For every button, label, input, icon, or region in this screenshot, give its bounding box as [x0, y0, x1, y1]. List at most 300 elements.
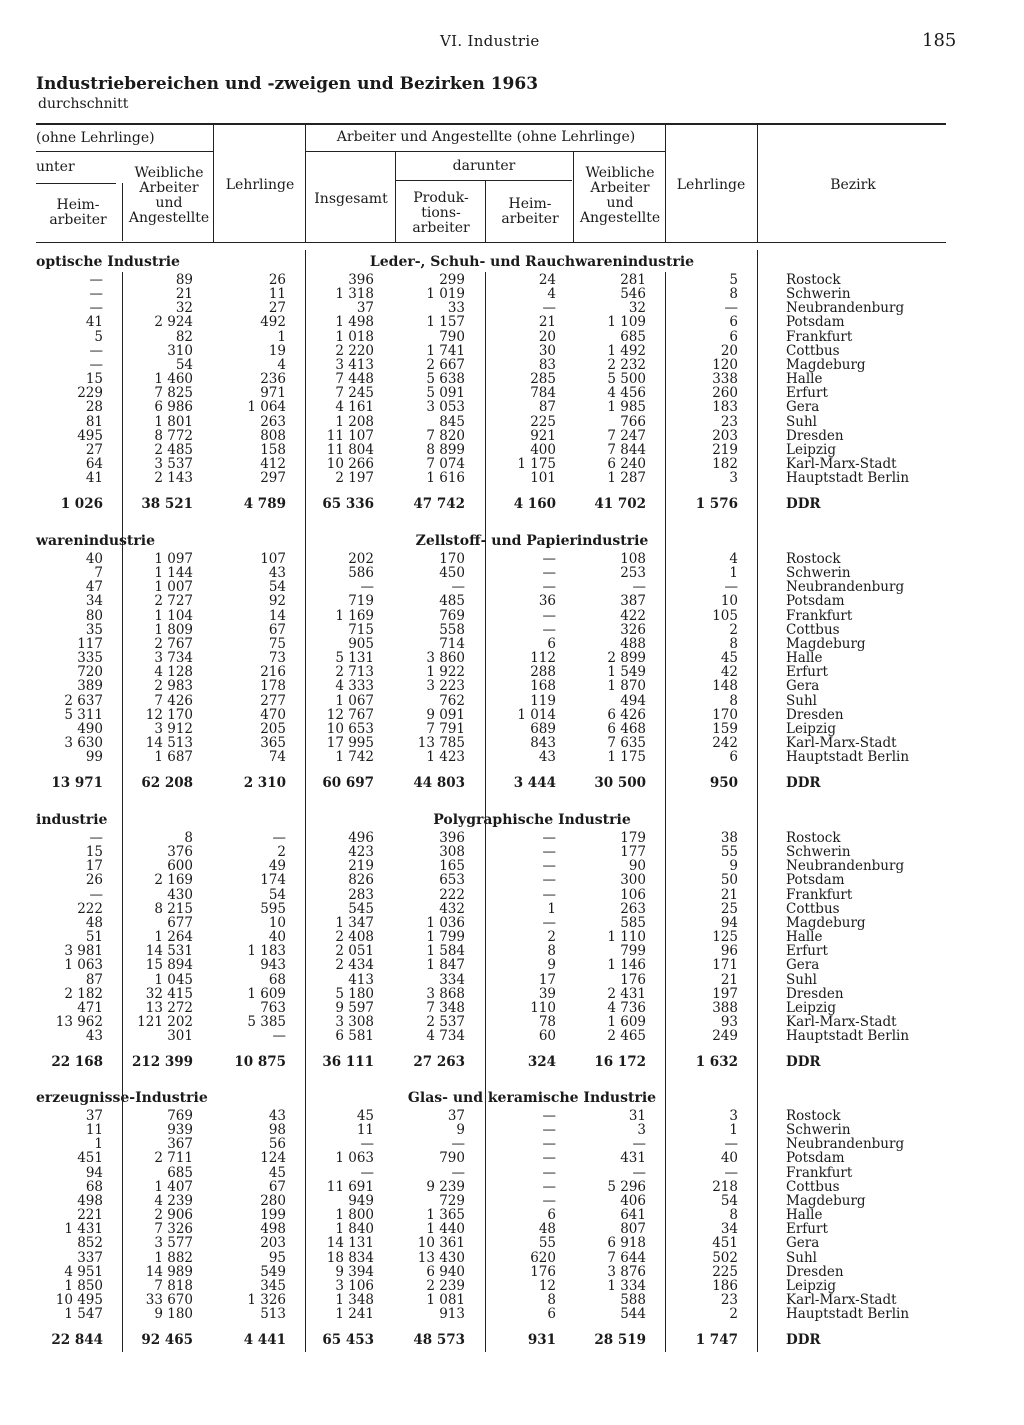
table-cell: 11	[85, 1122, 103, 1139]
table-row	[0, 580, 1024, 594]
table-cell: 1 801	[154, 413, 193, 430]
table-cell: 641	[620, 1207, 646, 1224]
bezirk-cell: Gera	[786, 1235, 820, 1252]
table-cell: 6 940	[426, 1263, 465, 1280]
table-cell: 6 581	[335, 1028, 374, 1045]
table-cell: 1 110	[607, 929, 646, 946]
table-cell: 470	[260, 706, 286, 723]
table-cell: 1 985	[607, 399, 646, 416]
table-cell: 2 899	[607, 650, 646, 667]
table-cell: 4 333	[335, 678, 374, 695]
table-cell: 2 637	[64, 692, 103, 709]
table-cell: 1 741	[426, 342, 465, 359]
table-cell: 7 818	[154, 1277, 193, 1294]
table-cell: 1 064	[247, 399, 286, 416]
table-cell: 471	[77, 999, 103, 1016]
table-cell: 1 157	[426, 314, 465, 331]
table-cell: 47 742	[413, 496, 465, 513]
table-row	[0, 637, 1024, 651]
table-cell: 790	[439, 328, 465, 345]
table-cell: 1 144	[154, 565, 193, 582]
table-row	[0, 958, 1024, 972]
bezirk-cell: Karl-Marx-Stadt	[786, 455, 897, 472]
table-cell: 9 180	[154, 1306, 193, 1323]
bezirk-cell: Potsdam	[786, 1150, 845, 1167]
bezirk-cell: Frankfurt	[786, 328, 853, 345]
table-cell: —	[360, 579, 374, 596]
table-cell: 1 326	[247, 1291, 286, 1308]
bezirk-cell: Karl-Marx-Stadt	[786, 1291, 897, 1308]
table-row	[0, 750, 1024, 764]
table-cell: 943	[260, 957, 286, 974]
table-cell: 2 924	[154, 314, 193, 331]
table-cell: 41 702	[594, 496, 646, 513]
table-cell: 685	[167, 1164, 193, 1181]
table-cell: 8	[547, 943, 556, 960]
table-cell: —	[542, 607, 556, 624]
table-cell: 10	[268, 914, 286, 931]
bezirk-cell: Hauptstadt Berlin	[786, 1306, 910, 1323]
bezirk-cell: Cottbus	[786, 342, 840, 359]
table-cell: 8	[547, 1291, 556, 1308]
table-row	[0, 1109, 1024, 1123]
table-cell: 1 632	[695, 1054, 738, 1071]
table-cell: 44 803	[413, 775, 465, 792]
table-cell: 2 537	[426, 1013, 465, 1030]
header-bottom-rule	[36, 242, 946, 243]
table-cell: 1 175	[517, 455, 556, 472]
table-cell: 334	[439, 971, 465, 988]
table-cell: 60 697	[322, 775, 374, 792]
bezirk-cell: Dresden	[786, 985, 844, 1002]
table-cell: 94	[85, 1164, 103, 1181]
table-cell: 7 245	[335, 385, 374, 402]
table-cell: 277	[260, 692, 286, 709]
table-cell: 4 734	[426, 1028, 465, 1045]
bezirk-cell: Suhl	[786, 1249, 817, 1266]
table-cell: 218	[712, 1178, 738, 1195]
table-cell: 4 160	[513, 496, 556, 513]
table-cell: 389	[77, 678, 103, 695]
table-cell: 27	[268, 300, 286, 317]
table-cell: 413	[348, 971, 374, 988]
table-cell: 13 272	[145, 999, 193, 1016]
bezirk-cell: Halle	[786, 371, 823, 388]
table-cell: 1 183	[247, 943, 286, 960]
table-cell: 3	[637, 1122, 646, 1139]
table-row	[0, 1151, 1024, 1165]
table-row	[0, 315, 1024, 329]
table-cell: 28	[85, 399, 103, 416]
table-cell: 620	[530, 1249, 556, 1266]
table-row	[0, 859, 1024, 873]
table-cell: —	[542, 579, 556, 596]
bezirk-cell: Erfurt	[786, 385, 828, 402]
table-cell: 67	[268, 1178, 286, 1195]
table-cell: 219	[712, 441, 738, 458]
table-cell: —	[89, 356, 103, 373]
table-cell: 1	[277, 328, 286, 345]
table-cell: 225	[530, 413, 556, 430]
table-cell: 3 876	[607, 1263, 646, 1280]
table-cell: 1 007	[154, 579, 193, 596]
table-cell: 30	[538, 342, 556, 359]
table-cell: 1 799	[426, 929, 465, 946]
table-cell: 1 431	[64, 1221, 103, 1238]
table-row	[0, 987, 1024, 1001]
table-cell: 10 875	[234, 1054, 286, 1071]
table-row	[0, 471, 1024, 485]
table-cell: 16 172	[594, 1054, 646, 1071]
table-cell: 2	[729, 621, 738, 638]
table-cell: 183	[712, 399, 738, 416]
table-cell: —	[451, 579, 465, 596]
table-cell: 25	[720, 900, 738, 917]
table-cell: 1 549	[607, 664, 646, 681]
table-cell: —	[542, 1178, 556, 1195]
table-cell: 1 742	[335, 749, 374, 766]
weibliche-right-header: Weibliche Arbeiter und Angestellte	[579, 165, 661, 226]
table-cell: 367	[167, 1136, 193, 1153]
table-row	[0, 1222, 1024, 1236]
table-cell: 13 430	[417, 1249, 465, 1266]
table-cell: 3 106	[335, 1277, 374, 1294]
table-cell: 171	[712, 957, 738, 974]
table-cell: 498	[260, 1221, 286, 1238]
heimarbeiter-right-header: Heim- arbeiter	[501, 196, 559, 227]
table-cell: 11	[268, 286, 286, 303]
table-cell: 766	[620, 413, 646, 430]
table-cell: 5 131	[335, 650, 374, 667]
bezirk-cell: Suhl	[786, 692, 817, 709]
table-cell: 68	[268, 971, 286, 988]
bezirk-cell: Cottbus	[786, 621, 840, 638]
table-cell: 87	[538, 399, 556, 416]
table-cell: 588	[620, 1291, 646, 1308]
table-cell: 5 638	[426, 371, 465, 388]
table-cell: —	[89, 342, 103, 359]
table-cell: 10 653	[326, 720, 374, 737]
table-cell: 1 407	[154, 1178, 193, 1195]
total-row	[0, 776, 1024, 790]
table-row	[0, 1194, 1024, 1208]
table-cell: 7 448	[335, 371, 374, 388]
table-cell: 20	[538, 328, 556, 345]
table-cell: 6 240	[607, 455, 646, 472]
table-cell: 26	[85, 872, 103, 889]
table-cell: —	[542, 844, 556, 861]
table-cell: 1	[547, 900, 556, 917]
table-cell: 67	[268, 621, 286, 638]
table-cell: 5 180	[335, 985, 374, 1002]
table-cell: 17	[85, 858, 103, 875]
table-cell: 119	[530, 692, 556, 709]
table-cell: —	[542, 300, 556, 317]
table-cell: 338	[712, 371, 738, 388]
table-cell: 28 519	[594, 1332, 646, 1349]
bezirk-cell: Magdeburg	[786, 356, 866, 373]
darunter-rule	[396, 180, 572, 181]
table-cell: 15	[85, 844, 103, 861]
left-group-rule	[36, 151, 213, 152]
table-cell: —	[89, 300, 103, 317]
table-cell: 843	[530, 734, 556, 751]
table-cell: 9 597	[335, 999, 374, 1016]
table-cell: 20	[720, 342, 738, 359]
table-cell: 1 104	[154, 607, 193, 624]
table-cell: 769	[439, 607, 465, 624]
table-cell: 297	[260, 470, 286, 487]
total-row	[0, 1055, 1024, 1069]
table-cell: 31	[628, 1108, 646, 1124]
bezirk-cell: Hauptstadt Berlin	[786, 1028, 910, 1045]
table-subtitle: durchschnitt	[38, 96, 129, 112]
table-cell: 719	[348, 593, 374, 610]
table-cell: 3 537	[154, 455, 193, 472]
table-cell: —	[632, 1164, 646, 1181]
table-row	[0, 273, 1024, 287]
table-cell: 4	[729, 551, 738, 567]
table-cell: —	[542, 1150, 556, 1167]
bezirk-cell: Frankfurt	[786, 607, 853, 624]
table-cell: —	[542, 565, 556, 582]
table-cell: 159	[712, 720, 738, 737]
table-cell: 1 019	[426, 286, 465, 303]
table-cell: —	[542, 551, 556, 567]
table-cell: 112	[530, 650, 556, 667]
table-cell: 23	[720, 1291, 738, 1308]
table-cell: 15	[85, 371, 103, 388]
table-cell: —	[542, 886, 556, 903]
table-cell: 600	[167, 858, 193, 875]
table-cell: 45	[356, 1108, 374, 1124]
table-cell: 2 232	[607, 356, 646, 373]
table-cell: 12 170	[145, 706, 193, 723]
bezirk-cell: Erfurt	[786, 1221, 828, 1238]
table-cell: 11	[356, 1122, 374, 1139]
table-cell: 2 485	[154, 441, 193, 458]
table-cell: 8	[729, 635, 738, 652]
table-row	[0, 944, 1024, 958]
table-cell: 12	[538, 1277, 556, 1294]
table-cell: 229	[77, 385, 103, 402]
table-cell: 176	[530, 1263, 556, 1280]
table-cell: 82	[175, 328, 193, 345]
table-cell: 762	[439, 692, 465, 709]
table-cell: 3 413	[335, 356, 374, 373]
table-cell: 545	[348, 900, 374, 917]
bezirk-cell: Leipzig	[786, 441, 836, 458]
table-cell: 7 825	[154, 385, 193, 402]
table-cell: 8	[729, 692, 738, 709]
chapter-heading: VI. Industrie	[440, 32, 540, 50]
bezirk-cell: Hauptstadt Berlin	[786, 749, 910, 766]
table-cell: 34	[720, 1221, 738, 1238]
bezirk-cell: Suhl	[786, 413, 817, 430]
table-cell: 310	[167, 342, 193, 359]
table-cell: 41	[85, 314, 103, 331]
weibliche-left-header: Weibliche Arbeiter und Angestellte	[128, 165, 210, 226]
table-cell: 14 989	[145, 1263, 193, 1280]
table-cell: 412	[260, 455, 286, 472]
table-cell: 99	[85, 749, 103, 766]
table-cell: 2 310	[243, 775, 286, 792]
table-row	[0, 594, 1024, 608]
table-cell: 5 296	[607, 1178, 646, 1195]
table-cell: —	[542, 914, 556, 931]
lehrlinge-right-header: Lehrlinge	[676, 177, 746, 193]
table-cell: 326	[620, 621, 646, 638]
table-cell: 1 687	[154, 749, 193, 766]
table-cell: 971	[260, 385, 286, 402]
table-cell: 1 440	[426, 1221, 465, 1238]
table-cell: 1 109	[607, 314, 646, 331]
table-cell: 249	[712, 1028, 738, 1045]
table-cell: 729	[439, 1192, 465, 1209]
bezirk-cell: Neubrandenburg	[786, 579, 905, 596]
table-cell: 89	[175, 272, 193, 288]
table-row	[0, 429, 1024, 443]
table-cell: 64	[85, 455, 103, 472]
table-cell: 32 415	[145, 985, 193, 1002]
table-cell: 2 713	[335, 664, 374, 681]
table-cell: 913	[439, 1306, 465, 1323]
table-cell: 1 045	[154, 971, 193, 988]
table-cell: 3	[729, 470, 738, 487]
table-row	[0, 736, 1024, 750]
table-cell: 502	[712, 1249, 738, 1266]
table-cell: 17	[538, 971, 556, 988]
table-cell: 12 767	[326, 706, 374, 723]
table-cell: 22 168	[51, 1054, 103, 1071]
table-cell: 177	[620, 844, 646, 861]
table-cell: 1 175	[607, 749, 646, 766]
table-cell: 1 870	[607, 678, 646, 695]
table-cell: 1 097	[154, 551, 193, 567]
table-cell: 203	[260, 1235, 286, 1252]
table-cell: 45	[268, 1164, 286, 1181]
table-row	[0, 1137, 1024, 1151]
table-cell: 10 361	[417, 1235, 465, 1252]
table-cell: 26	[268, 272, 286, 288]
table-cell: 485	[439, 593, 465, 610]
table-cell: 400	[530, 441, 556, 458]
bezirk-cell: Karl-Marx-Stadt	[786, 734, 897, 751]
table-cell: 15 894	[145, 957, 193, 974]
table-row	[0, 902, 1024, 916]
table-cell: 21	[720, 886, 738, 903]
table-cell: —	[724, 1136, 738, 1153]
table-row	[0, 443, 1024, 457]
running-head	[0, 32, 1024, 56]
table-cell: 288	[530, 664, 556, 681]
table-cell: 14 513	[145, 734, 193, 751]
table-row	[0, 372, 1024, 386]
table-cell: 451	[77, 1150, 103, 1167]
table-cell: 36	[538, 593, 556, 610]
bezirk-cell: Schwerin	[786, 565, 851, 582]
table-cell: 3 223	[426, 678, 465, 695]
table-cell: 406	[620, 1192, 646, 1209]
table-cell: 222	[439, 886, 465, 903]
table-cell: 1 882	[154, 1249, 193, 1266]
table-cell: 2 667	[426, 356, 465, 373]
table-cell: 222	[77, 900, 103, 917]
table-row	[0, 386, 1024, 400]
table-cell: 6 468	[607, 720, 646, 737]
bezirk-cell: Schwerin	[786, 286, 851, 303]
table-cell: 5	[94, 328, 103, 345]
table-cell: 653	[439, 872, 465, 889]
page-number: 185	[922, 30, 957, 51]
table-cell: 83	[538, 356, 556, 373]
table-cell: 388	[712, 999, 738, 1016]
table-cell: 110	[530, 999, 556, 1016]
table-cell: 1 840	[335, 1221, 374, 1238]
table-cell: 125	[712, 929, 738, 946]
bezirk-cell: Rostock	[786, 1108, 841, 1124]
table-cell: 27	[85, 441, 103, 458]
table-cell: 73	[268, 650, 286, 667]
table-cell: 376	[167, 844, 193, 861]
table-cell: 300	[620, 872, 646, 889]
bezirk-cell: DDR	[786, 1332, 821, 1349]
table-cell: 689	[530, 720, 556, 737]
table-cell: 5 500	[607, 371, 646, 388]
table-cell: 87	[85, 971, 103, 988]
table-cell: 94	[720, 914, 738, 931]
table-cell: 546	[620, 286, 646, 303]
bezirk-cell: Leipzig	[786, 1277, 836, 1294]
table-cell: 450	[439, 565, 465, 582]
table-cell: 170	[439, 551, 465, 567]
table-cell: 1 318	[335, 286, 374, 303]
unter-header: unter	[36, 159, 75, 175]
table-cell: 39	[538, 985, 556, 1002]
right-group-rule	[306, 151, 666, 152]
table-cell: 6	[547, 1306, 556, 1323]
bezirk-cell: Neubrandenburg	[786, 300, 905, 317]
table-cell: 22 844	[51, 1332, 103, 1349]
table-cell: 6	[729, 749, 738, 766]
table-row	[0, 1029, 1024, 1043]
table-cell: 106	[620, 886, 646, 903]
table-cell: 431	[620, 1150, 646, 1167]
table-cell: 3 860	[426, 650, 465, 667]
table-title: Industriebereichen und -zweigen und Bezirken 1963	[36, 74, 539, 94]
table-row	[0, 651, 1024, 665]
table-cell: 1	[729, 1122, 738, 1139]
table-row	[0, 916, 1024, 930]
table-cell: 93	[720, 1013, 738, 1030]
table-cell: 585	[620, 914, 646, 931]
table-cell: 4 441	[243, 1332, 286, 1349]
table-cell: 9 394	[335, 1263, 374, 1280]
bezirk-cell: Dresden	[786, 427, 844, 444]
table-cell: 2 220	[335, 342, 374, 359]
table-row	[0, 679, 1024, 693]
table-cell: 1 922	[426, 664, 465, 681]
table-row	[0, 1166, 1024, 1180]
table-row	[0, 457, 1024, 471]
table-cell: 595	[260, 900, 286, 917]
table-cell: 92	[268, 593, 286, 610]
table-cell: 8	[729, 1207, 738, 1224]
table-cell: 9	[456, 1122, 465, 1139]
table-cell: —	[89, 272, 103, 288]
table-row	[0, 609, 1024, 623]
table-cell: 9	[547, 957, 556, 974]
